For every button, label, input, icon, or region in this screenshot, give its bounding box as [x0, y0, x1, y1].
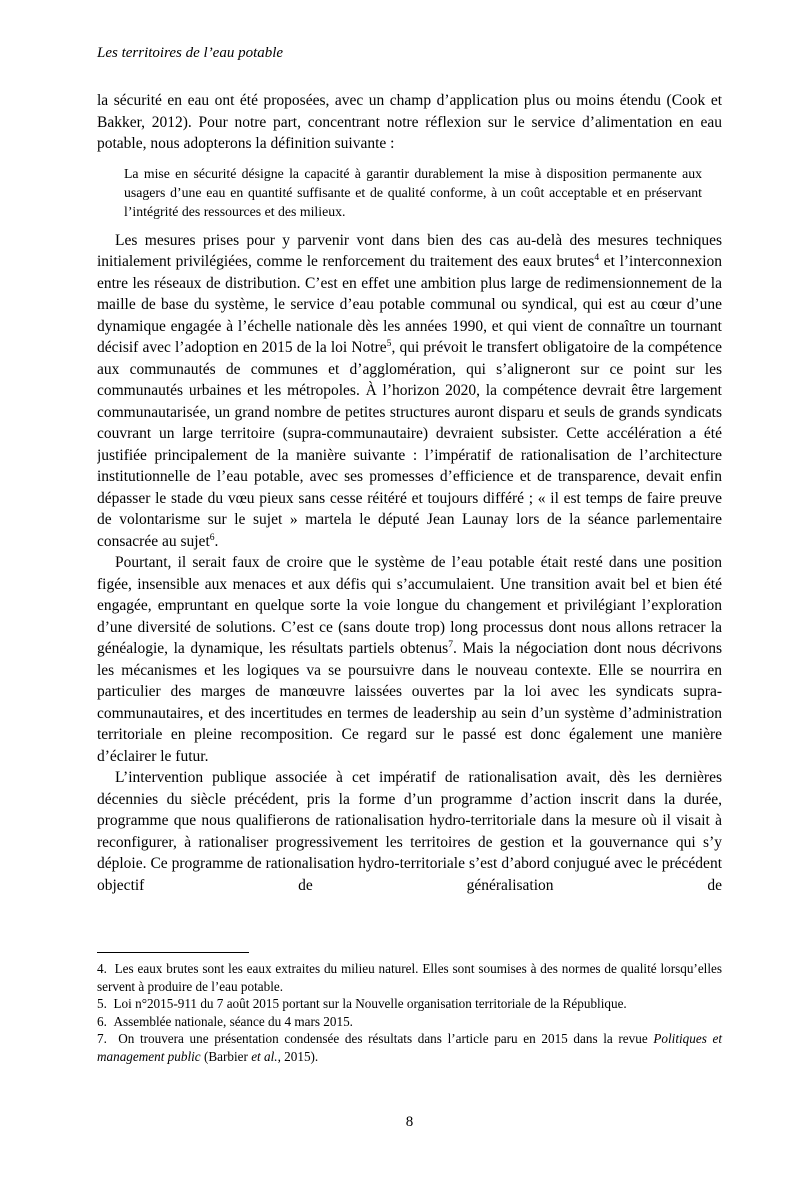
- footnote: 6. Assemblée nationale, séance du 4 mars 2015.: [97, 1013, 353, 1029]
- page-number: 8: [405, 1114, 414, 1130]
- block-quote: La mise en sécurité désigne la capacité à garantir durablement la mise à disposition permanente aux usagers d’une eau en quantité suffisante et de qualité conforme, à un coût acceptable et en préservant l’intégrité des ressources et des milieux.: [124, 165, 702, 219]
- paragraph: la sécurité en eau ont été proposées, avec un champ d’application plus ou moins étendu (Cook et Bakker, 2012). Pour notre part, concentrant notre réflexion sur le service d’alimentation en eau potable, nous adopterons la définition suivante :: [97, 92, 722, 152]
- footnote: 7. On trouvera une présentation condensée des résultats dans l’article paru en 2015 dans la revue Politiques et management public (Barbier et al., 2015).: [97, 1031, 723, 1064]
- footnote: 5. Loi n°2015-911 du 7 août 2015 portant sur la Nouvelle organisation territoriale de la République.: [97, 996, 627, 1012]
- footnotes-list: [97, 960, 722, 1066]
- paragraph: L’intervention publique associée à cet impératif de rationalisation avait, dès les dernières décennies du siècle précédent, pris la forme d’un programme d’action inscrit dans la durée, programme que nous qualifierons de rationalisation hydro-territoriale dans la mesure où il visait à reconfigurer, à rationaliser progressivement les territoires de gestion et la gouvernance qui s’y déploie. Ce programme de rationalisation hydro-territoriale s’est d’abord conjugué avec le précédent objectif de généralisation de: [97, 769, 722, 894]
- footnote-area: [97, 952, 722, 1066]
- footnote-separator: [97, 952, 249, 953]
- paragraph: Les mesures prises pour y parvenir vont dans bien des cas au-delà des mesures techniques initialement privilégiées, comme le renforcement du traitement des eaux brutes$^4$ et l’interconnexion entre les réseaux de distribution. C’est en effet une ambition plus large de redimensionnement de la maille de base du système, le service d’eau potable communal ou syndical, qui est au cœur d’une dynamique engagée à l’échelle nationale dès les années 1990, et qui vient de connaître un tournant décisif avec l’adoption en 2015 de la loi Notre$^5$, qui prévoit le transfert obligatoire de la compétence aux communautés de communes et d’agglomération, qui s’aligneront sur ce point sur les communautés urbaines et les métropoles. À l’horizon 2020, la compétence devrait être largement communautarisée, un grand nombre de petites structures auront disparu et seuls de grands syndicats couvrant un large territoire (supra-communautaire) devraient subsister. Cette accélération a été justifiée principalement de la manière suivante : l’impératif de rationalisation de l’architecture institutionnelle de l’eau potable, avec ses promesses d’efficience et de transparence, devait enfin dépasser le stade du vœu pieux sans cesse réitéré et toujours différé ; « il est temps de faire preuve de volontarisme sur le sujet » martela le député Jean Launay lors de la séance parlementaire consacrée au sujet$^6$.: [97, 231, 722, 550]
- body-content: [97, 90, 722, 952]
- footnote: 4. Les eaux brutes sont les eaux extraites du milieu naturel. Elles sont soumises à des normes de qualité lorsqu’elles servent à produire de l’eau potable.: [97, 961, 722, 994]
- running-header: Les territoires de l’eau potable: [97, 45, 284, 61]
- paragraph: Pourtant, il serait faux de croire que le système de l’eau potable était resté dans une position figée, insensible aux menaces et aux défis qui s’accumulaient. Une transition avait bel et bien été engagée, empruntant en quelque sorte la voie longue du changement et privilégiant l’exploration d’une diversité de solutions. C’est ce (sans doute trop) long processus dont nous allons retracer la généalogie, la dynamique, les résultats partiels obtenus$^7$. Mais la négociation dont nous décrivons les mécanismes et les logiques va se poursuivre dans le nouveau contexte. Elle se nourrira en particulier des marges de manœuvre laissées ouvertes par la loi avec les syndicats supra-communautaires, et des incertitudes en termes de leadership au sein d’un système d’administration territoriale en pleine recomposition. Ce regard sur le passé est donc également une manière d’éclairer le futur.: [97, 554, 722, 765]
